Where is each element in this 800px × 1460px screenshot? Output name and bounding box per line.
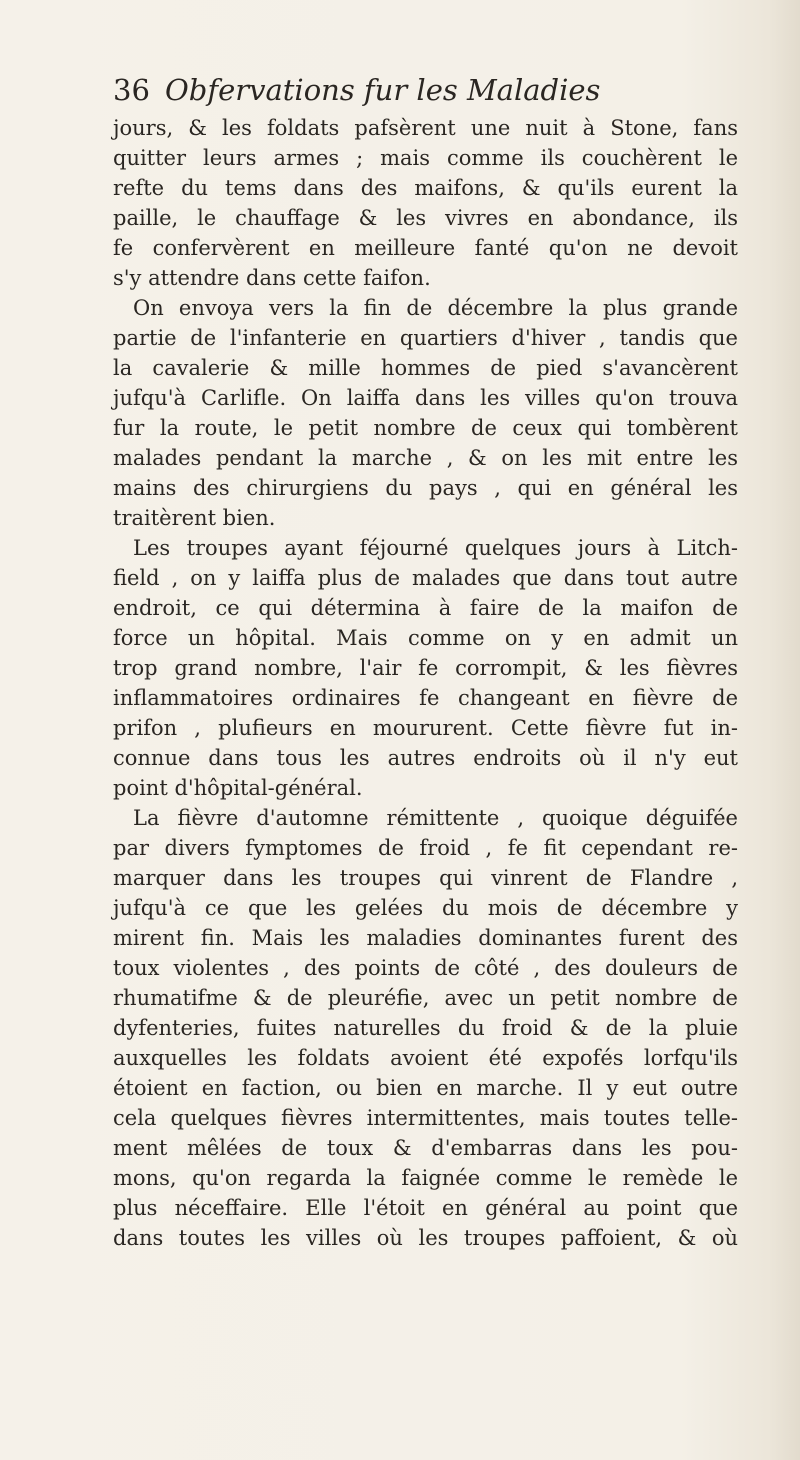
text-line: jufqu'à Carlifle. On laiffa dans les villes qu'on trouva: [113, 386, 738, 410]
text-line: toux violentes , des points de côté , des douleurs de: [113, 956, 738, 980]
text-line: jufqu'à ce que les gelées du mois de décembre y: [113, 896, 738, 920]
text-line: fur la route, le petit nombre de ceux qui tombèrent: [113, 416, 738, 440]
text-line: point d'hôpital-général.: [113, 776, 363, 800]
text-line: malades pendant la marche , & on les mit entre les: [113, 446, 738, 470]
text-line: jours, & les foldats pafsèrent une nuit à Stone, fans: [113, 116, 738, 140]
text-line: mains des chirurgiens du pays , qui en général les: [113, 476, 738, 500]
text-line: paille, le chauffage & les vivres en abondance, ils: [113, 206, 738, 230]
body-text: [113, 113, 738, 1253]
text-line: dans toutes les villes où les troupes paffoient, & où: [113, 1226, 738, 1250]
text-line: partie de l'infanterie en quartiers d'hiver , tandis que: [113, 326, 738, 350]
text-line: connue dans tous les autres endroits où il n'y eut: [113, 746, 738, 770]
text-line: fe confervèrent en meilleure fanté qu'on ne devoit: [113, 236, 738, 260]
text-line: s'y attendre dans cette faifon.: [113, 266, 431, 290]
text-line: refte du tems dans des maifons, & qu'ils eurent la: [113, 176, 738, 200]
text-line: inflammatoires ordinaires fe changeant en fièvre de: [113, 686, 738, 710]
running-title: Obfervations fur les Maladies: [165, 73, 601, 107]
text-line: La fièvre d'automne rémittente , quoique déguifée: [133, 806, 738, 830]
text-line: On envoya vers la fin de décembre la plus grande: [133, 296, 738, 320]
text-line: la cavalerie & mille hommes de pied s'avancèrent: [113, 356, 738, 380]
text-line: mons, qu'on regarda la faignée comme le remède le: [113, 1166, 738, 1190]
text-line: dyfenteries, fuites naturelles du froid & de la pluie: [113, 1016, 738, 1040]
text-line: cela quelques fièvres intermittentes, mais toutes telle-: [113, 1106, 738, 1130]
text-line: par divers fymptomes de froid , fe fit cependant re-: [113, 836, 738, 860]
text-line: rhumatifme & de pleuréfie, avec un petit nombre de: [113, 986, 738, 1010]
text-line: endroit, ce qui détermina à faire de la maifon de: [113, 596, 738, 620]
text-line: quitter leurs armes ; mais comme ils couchèrent le: [113, 146, 738, 170]
text-line: force un hôpital. Mais comme on y en admit un: [113, 626, 738, 650]
text-line: prifon , plufieurs en moururent. Cette fièvre fut in-: [113, 716, 738, 740]
text-line: ment mêlées de toux & d'embarras dans les pou-: [113, 1136, 738, 1160]
text-line: trop grand nombre, l'air fe corrompit, & les fièvres: [113, 656, 738, 680]
text-line: marquer dans les troupes qui vinrent de Flandre ,: [113, 866, 738, 890]
text-line: mirent fin. Mais les maladies dominantes furent des: [113, 926, 738, 950]
text-line: traitèrent bien.: [113, 506, 276, 530]
text-line: auxquelles les foldats avoient été expofés lorfqu'ils: [113, 1046, 738, 1070]
page-number: 36: [113, 73, 150, 107]
text-line: étoient en faction, ou bien en marche. Il y eut outre: [113, 1076, 738, 1100]
text-line: Les troupes ayant féjourné quelques jours à Litch-: [133, 536, 738, 560]
text-line: plus néceffaire. Elle l'étoit en général au point que: [113, 1196, 738, 1220]
page-header: [113, 72, 733, 112]
text-line: field , on y laiffa plus de malades que dans tout autre: [113, 566, 738, 590]
